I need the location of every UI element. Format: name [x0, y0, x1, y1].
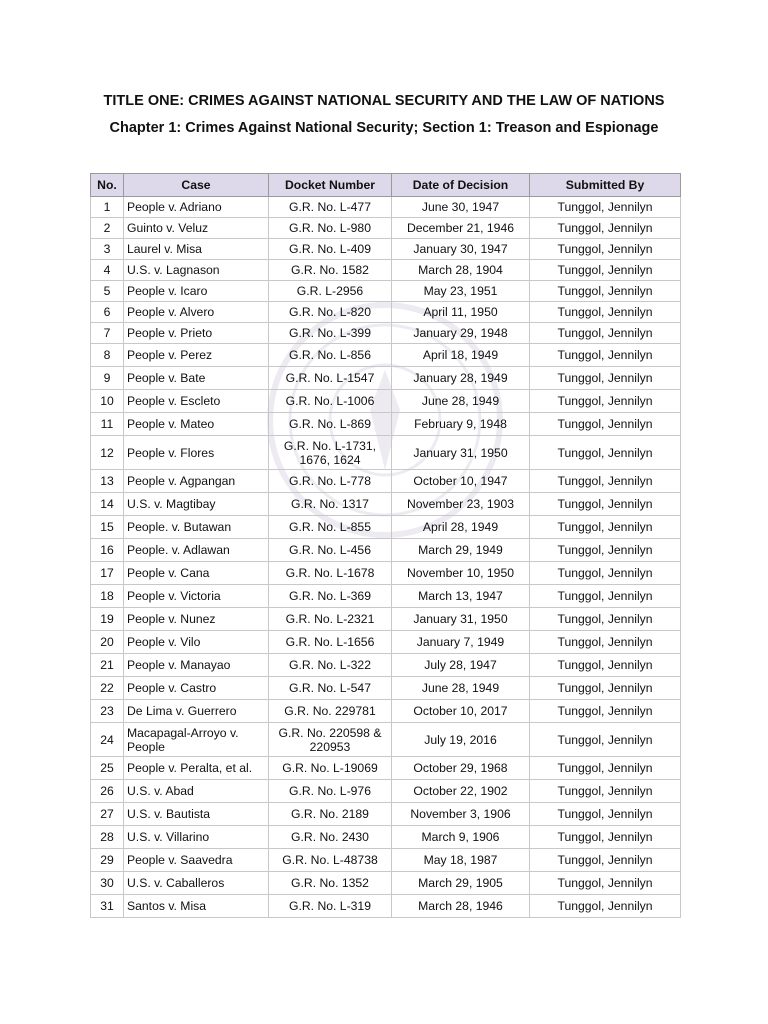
table-row	[91, 585, 681, 608]
header-no: No.	[91, 174, 124, 197]
submitted-by: Tunggol, Jennilyn	[530, 390, 681, 413]
table-row	[91, 323, 681, 344]
docket-number: G.R. No. 2430	[269, 826, 392, 849]
decision-date: November 23, 1903	[392, 493, 530, 516]
header-submitted-by: Submitted By	[530, 174, 681, 197]
case-name: People v. Castro	[124, 677, 269, 700]
docket-number: G.R. No. L-399	[269, 323, 392, 344]
row-number: 12	[91, 436, 124, 470]
case-name: People v. Alvero	[124, 302, 269, 323]
row-number: 24	[91, 723, 124, 757]
row-number: 3	[91, 239, 124, 260]
decision-date: June 28, 1949	[392, 390, 530, 413]
docket-number: G.R. No. L-547	[269, 677, 392, 700]
decision-date: April 18, 1949	[392, 344, 530, 367]
case-name: People v. Vilo	[124, 631, 269, 654]
decision-date: October 10, 1947	[392, 470, 530, 493]
table-row	[91, 516, 681, 539]
docket-number: G.R. No. L-820	[269, 302, 392, 323]
case-name: People v. Prieto	[124, 323, 269, 344]
decision-date: March 28, 1904	[392, 260, 530, 281]
decision-date: January 29, 1948	[392, 323, 530, 344]
row-number: 1	[91, 197, 124, 218]
case-name: U.S. v. Villarino	[124, 826, 269, 849]
submitted-by: Tunggol, Jennilyn	[530, 723, 681, 757]
submitted-by: Tunggol, Jennilyn	[530, 436, 681, 470]
row-number: 22	[91, 677, 124, 700]
submitted-by: Tunggol, Jennilyn	[530, 260, 681, 281]
docket-number: G.R. No. 1317	[269, 493, 392, 516]
table-row	[91, 539, 681, 562]
header-docket-number: Docket Number	[269, 174, 392, 197]
case-name: Laurel v. Misa	[124, 239, 269, 260]
docket-number: G.R. No. L-1006	[269, 390, 392, 413]
table-row	[91, 654, 681, 677]
submitted-by: Tunggol, Jennilyn	[530, 302, 681, 323]
decision-date: January 31, 1950	[392, 436, 530, 470]
docket-number: G.R. No. 1582	[269, 260, 392, 281]
row-number: 19	[91, 608, 124, 631]
table-row	[91, 562, 681, 585]
table-row	[91, 344, 681, 367]
table-row	[91, 608, 681, 631]
decision-date: May 18, 1987	[392, 849, 530, 872]
submitted-by: Tunggol, Jennilyn	[530, 585, 681, 608]
docket-number: G.R. No. L-855	[269, 516, 392, 539]
submitted-by: Tunggol, Jennilyn	[530, 281, 681, 302]
table-row	[91, 757, 681, 780]
decision-date: March 29, 1905	[392, 872, 530, 895]
row-number: 6	[91, 302, 124, 323]
docket-number: G.R. No. L-19069	[269, 757, 392, 780]
table-row	[91, 677, 681, 700]
row-number: 23	[91, 700, 124, 723]
decision-date: March 29, 1949	[392, 539, 530, 562]
case-name: U.S. v. Lagnason	[124, 260, 269, 281]
table-row	[91, 390, 681, 413]
decision-date: January 7, 1949	[392, 631, 530, 654]
table-row	[91, 493, 681, 516]
row-number: 9	[91, 367, 124, 390]
submitted-by: Tunggol, Jennilyn	[530, 239, 681, 260]
case-name: U.S. v. Caballeros	[124, 872, 269, 895]
decision-date: January 28, 1949	[392, 367, 530, 390]
case-name: People v. Adriano	[124, 197, 269, 218]
table-row	[91, 849, 681, 872]
row-number: 10	[91, 390, 124, 413]
table-row	[91, 436, 681, 470]
case-name: People v. Icaro	[124, 281, 269, 302]
docket-number: G.R. No. 220598 & 220953	[269, 723, 392, 757]
decision-date: July 28, 1947	[392, 654, 530, 677]
docket-number: G.R. No. L-980	[269, 218, 392, 239]
case-name: People v. Peralta, et al.	[124, 757, 269, 780]
row-number: 13	[91, 470, 124, 493]
table-row	[91, 780, 681, 803]
docket-number: G.R. No. L-1678	[269, 562, 392, 585]
docket-number: G.R. No. 1352	[269, 872, 392, 895]
table-row	[91, 470, 681, 493]
decision-date: October 29, 1968	[392, 757, 530, 780]
decision-date: June 28, 1949	[392, 677, 530, 700]
submitted-by: Tunggol, Jennilyn	[530, 849, 681, 872]
submitted-by: Tunggol, Jennilyn	[530, 780, 681, 803]
case-name: U.S. v. Abad	[124, 780, 269, 803]
table-row	[91, 700, 681, 723]
docket-number: G.R. No. 229781	[269, 700, 392, 723]
docket-number: G.R. No. L-976	[269, 780, 392, 803]
case-name: People v. Manayao	[124, 654, 269, 677]
case-name: People. v. Adlawan	[124, 539, 269, 562]
table-row	[91, 895, 681, 918]
document-title: TITLE ONE: CRIMES AGAINST NATIONAL SECURITY AND THE LAW OF NATIONS	[103, 93, 665, 109]
submitted-by: Tunggol, Jennilyn	[530, 367, 681, 390]
docket-number: G.R. No. L-369	[269, 585, 392, 608]
row-number: 8	[91, 344, 124, 367]
header-case: Case	[124, 174, 269, 197]
docket-number: G.R. No. L-319	[269, 895, 392, 918]
table-row	[91, 218, 681, 239]
submitted-by: Tunggol, Jennilyn	[530, 654, 681, 677]
decision-date: January 31, 1950	[392, 608, 530, 631]
document-subtitle: Chapter 1: Crimes Against National Security; Section 1: Treason and Espionage	[109, 120, 659, 136]
docket-number: G.R. No. L-2321	[269, 608, 392, 631]
docket-number: G.R. No. L-1547	[269, 367, 392, 390]
decision-date: October 22, 1902	[392, 780, 530, 803]
case-name: People v. Cana	[124, 562, 269, 585]
case-name: People v. Escleto	[124, 390, 269, 413]
docket-number: G.R. No. L-409	[269, 239, 392, 260]
table-row	[91, 826, 681, 849]
header-date-of-decision: Date of Decision	[392, 174, 530, 197]
row-number: 16	[91, 539, 124, 562]
docket-number: G.R. No. L-869	[269, 413, 392, 436]
submitted-by: Tunggol, Jennilyn	[530, 493, 681, 516]
submitted-by: Tunggol, Jennilyn	[530, 757, 681, 780]
submitted-by: Tunggol, Jennilyn	[530, 539, 681, 562]
submitted-by: Tunggol, Jennilyn	[530, 516, 681, 539]
case-name: De Lima v. Guerrero	[124, 700, 269, 723]
row-number: 15	[91, 516, 124, 539]
case-name: People v. Bate	[124, 367, 269, 390]
row-number: 26	[91, 780, 124, 803]
docket-number: G.R. No. L-456	[269, 539, 392, 562]
submitted-by: Tunggol, Jennilyn	[530, 608, 681, 631]
row-number: 7	[91, 323, 124, 344]
row-number: 31	[91, 895, 124, 918]
decision-date: November 3, 1906	[392, 803, 530, 826]
table-row	[91, 239, 681, 260]
docket-number: G.R. No. L-1731, 1676, 1624	[269, 436, 392, 470]
decision-date: March 13, 1947	[392, 585, 530, 608]
case-name: People. v. Butawan	[124, 516, 269, 539]
table-header-row	[91, 174, 681, 197]
row-number: 29	[91, 849, 124, 872]
docket-number: G.R. No. L-477	[269, 197, 392, 218]
decision-date: April 11, 1950	[392, 302, 530, 323]
decision-date: November 10, 1950	[392, 562, 530, 585]
case-name: People v. Mateo	[124, 413, 269, 436]
row-number: 2	[91, 218, 124, 239]
row-number: 17	[91, 562, 124, 585]
decision-date: January 30, 1947	[392, 239, 530, 260]
decision-date: July 19, 2016	[392, 723, 530, 757]
row-number: 20	[91, 631, 124, 654]
submitted-by: Tunggol, Jennilyn	[530, 344, 681, 367]
docket-number: G.R. No. L-1656	[269, 631, 392, 654]
table-row	[91, 197, 681, 218]
submitted-by: Tunggol, Jennilyn	[530, 803, 681, 826]
docket-number: G.R. No. L-322	[269, 654, 392, 677]
case-name: Guinto v. Veluz	[124, 218, 269, 239]
row-number: 14	[91, 493, 124, 516]
table-row	[91, 413, 681, 436]
case-name: People v. Agpangan	[124, 470, 269, 493]
case-name: People v. Flores	[124, 436, 269, 470]
row-number: 5	[91, 281, 124, 302]
submitted-by: Tunggol, Jennilyn	[530, 413, 681, 436]
submitted-by: Tunggol, Jennilyn	[530, 631, 681, 654]
table-row	[91, 631, 681, 654]
docket-number: G.R. No. 2189	[269, 803, 392, 826]
decision-date: October 10, 2017	[392, 700, 530, 723]
decision-date: February 9, 1948	[392, 413, 530, 436]
case-name: Santos v. Misa	[124, 895, 269, 918]
cases-table	[90, 173, 681, 918]
case-name: Macapagal-Arroyo v. People	[124, 723, 269, 757]
decision-date: March 28, 1946	[392, 895, 530, 918]
submitted-by: Tunggol, Jennilyn	[530, 677, 681, 700]
row-number: 18	[91, 585, 124, 608]
row-number: 11	[91, 413, 124, 436]
table-row	[91, 281, 681, 302]
row-number: 27	[91, 803, 124, 826]
case-name: U.S. v. Magtibay	[124, 493, 269, 516]
docket-number: G.R. No. L-856	[269, 344, 392, 367]
docket-number: G.R. No. L-48738	[269, 849, 392, 872]
row-number: 28	[91, 826, 124, 849]
submitted-by: Tunggol, Jennilyn	[530, 700, 681, 723]
submitted-by: Tunggol, Jennilyn	[530, 895, 681, 918]
submitted-by: Tunggol, Jennilyn	[530, 872, 681, 895]
table-row	[91, 367, 681, 390]
table-row	[91, 302, 681, 323]
row-number: 21	[91, 654, 124, 677]
docket-number: G.R. L-2956	[269, 281, 392, 302]
case-name: People v. Saavedra	[124, 849, 269, 872]
case-name: People v. Perez	[124, 344, 269, 367]
table-row	[91, 260, 681, 281]
case-name: U.S. v. Bautista	[124, 803, 269, 826]
table-row	[91, 872, 681, 895]
table-row	[91, 723, 681, 757]
case-name: People v. Victoria	[124, 585, 269, 608]
submitted-by: Tunggol, Jennilyn	[530, 323, 681, 344]
decision-date: June 30, 1947	[392, 197, 530, 218]
submitted-by: Tunggol, Jennilyn	[530, 470, 681, 493]
submitted-by: Tunggol, Jennilyn	[530, 826, 681, 849]
row-number: 25	[91, 757, 124, 780]
decision-date: March 9, 1906	[392, 826, 530, 849]
submitted-by: Tunggol, Jennilyn	[530, 197, 681, 218]
docket-number: G.R. No. L-778	[269, 470, 392, 493]
row-number: 30	[91, 872, 124, 895]
decision-date: May 23, 1951	[392, 281, 530, 302]
submitted-by: Tunggol, Jennilyn	[530, 218, 681, 239]
submitted-by: Tunggol, Jennilyn	[530, 562, 681, 585]
decision-date: December 21, 1946	[392, 218, 530, 239]
table-row	[91, 803, 681, 826]
case-name: People v. Nunez	[124, 608, 269, 631]
row-number: 4	[91, 260, 124, 281]
decision-date: April 28, 1949	[392, 516, 530, 539]
